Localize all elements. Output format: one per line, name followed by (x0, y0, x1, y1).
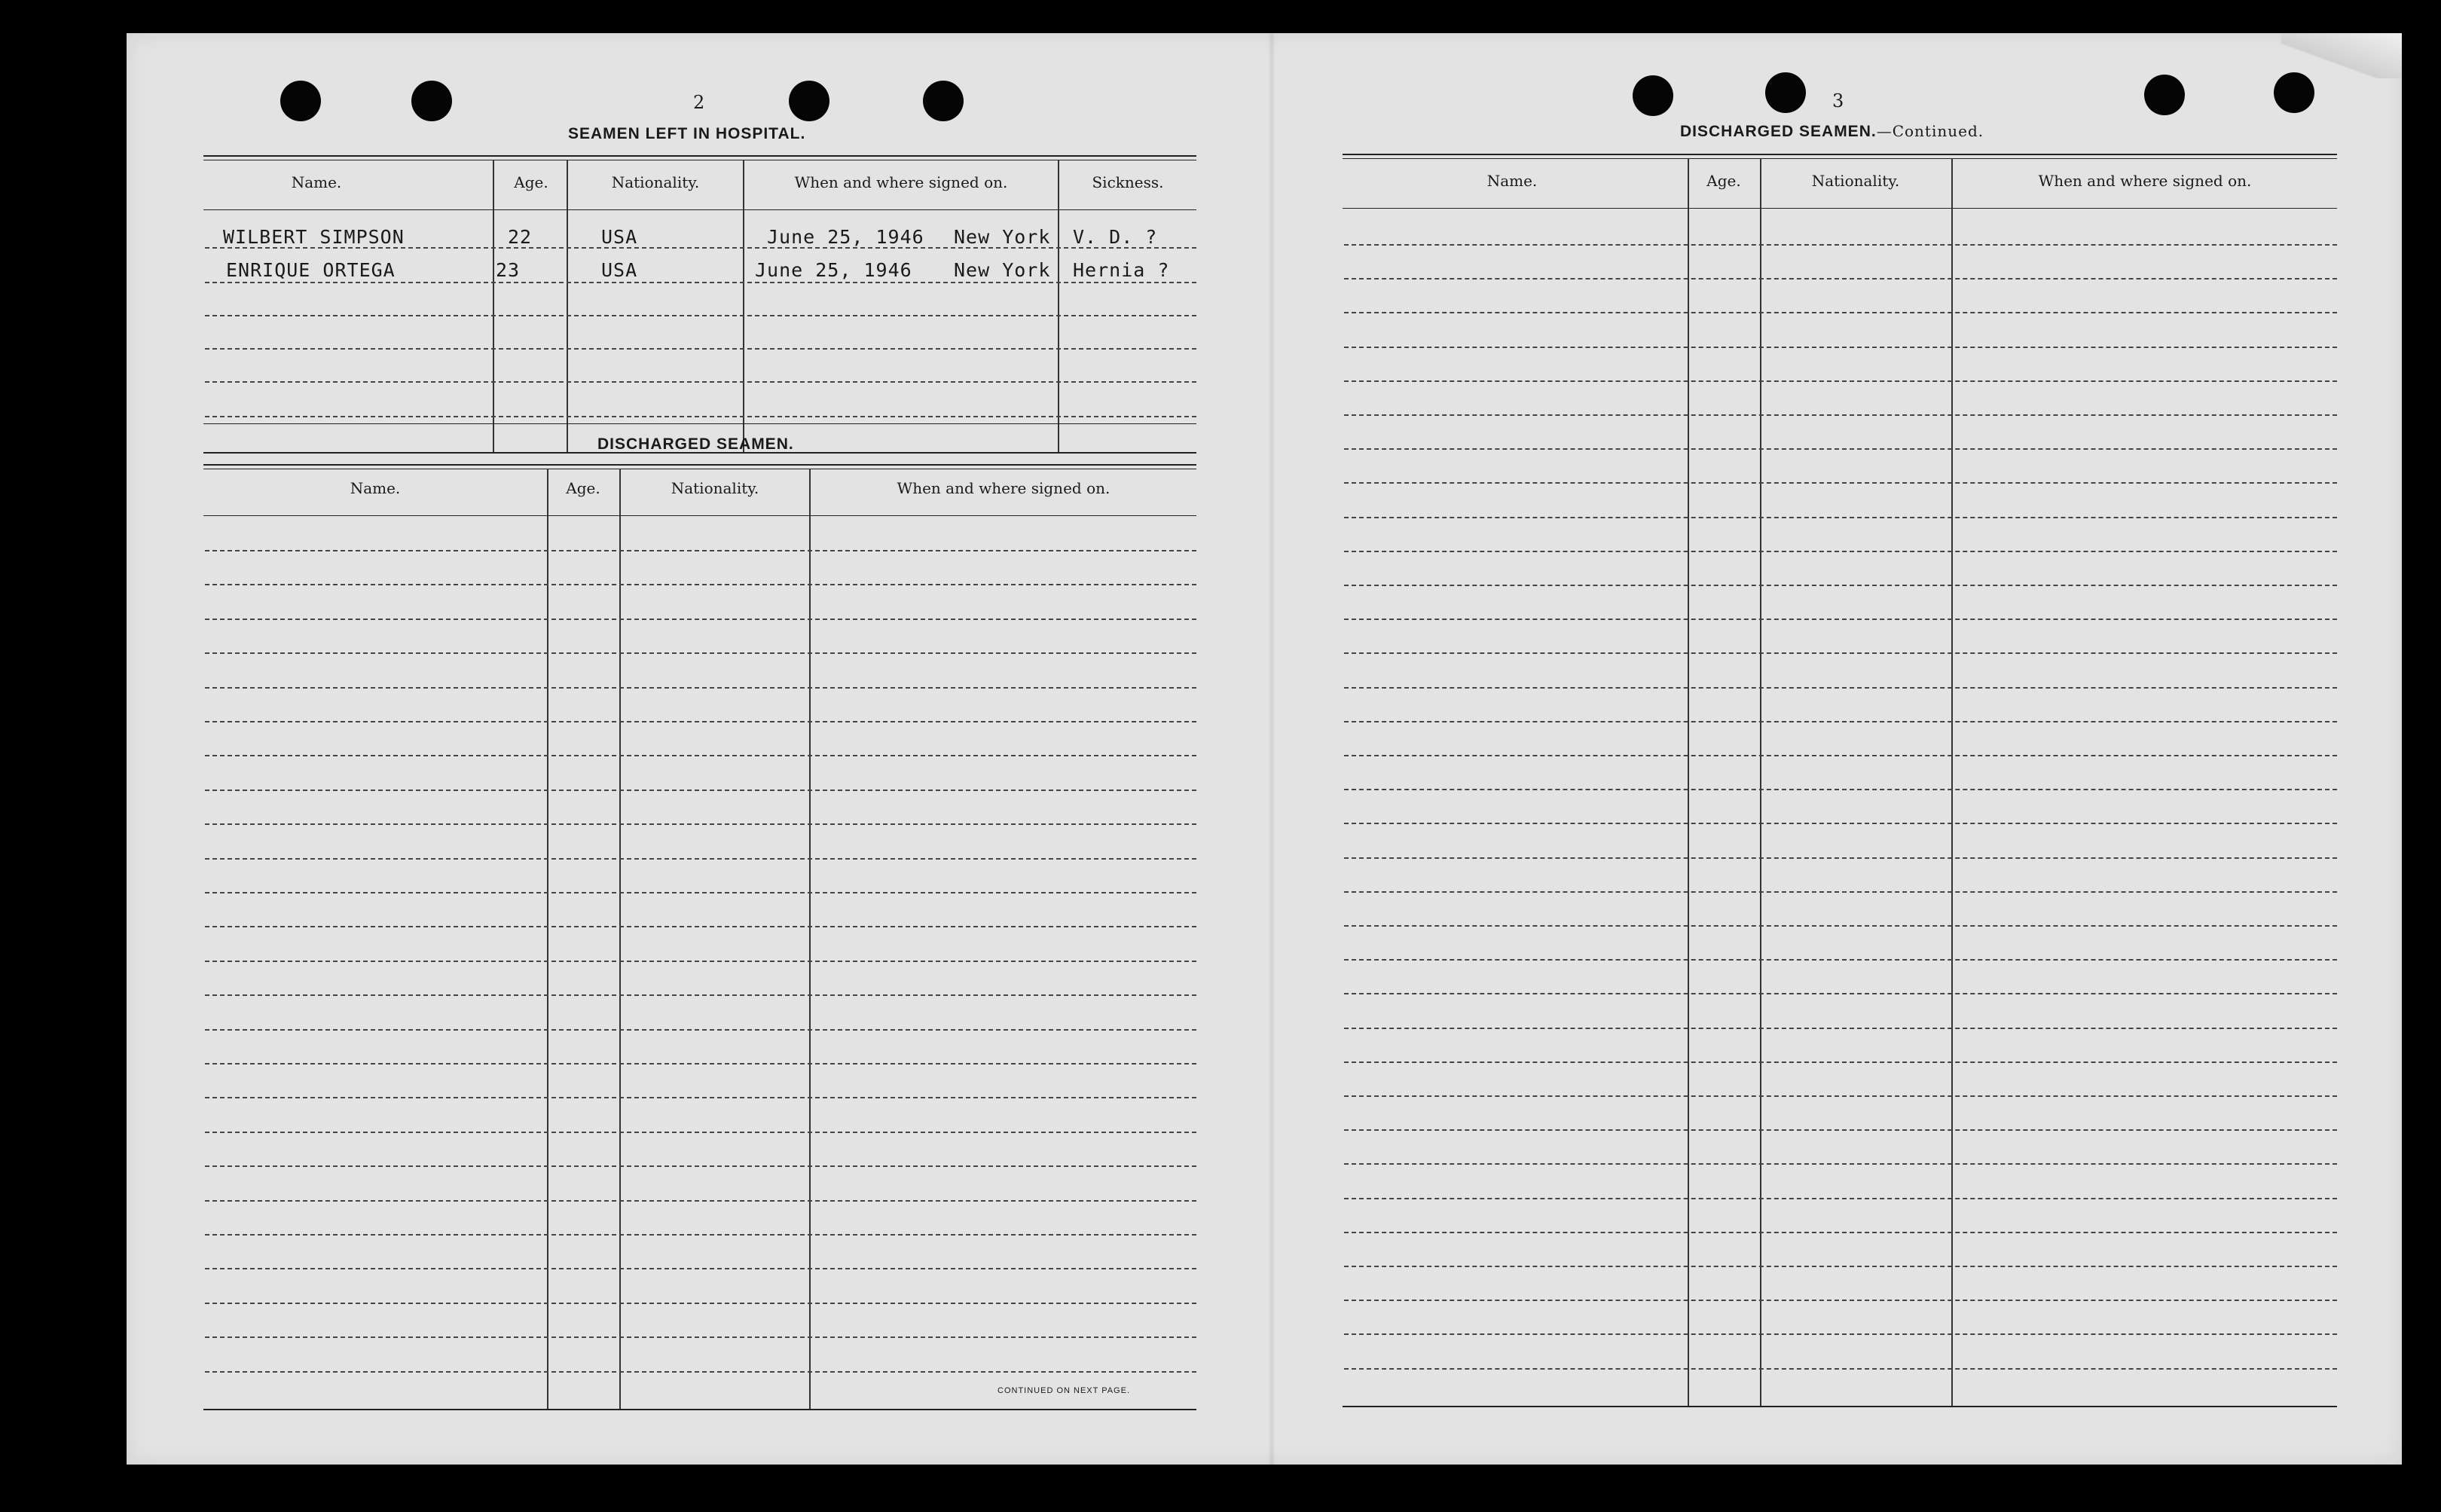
discharged-section-title: DISCHARGED SEAMEN. (597, 435, 794, 453)
punch-hole (280, 81, 321, 121)
dotted-row-line (1344, 278, 2337, 279)
dotted-row-line (205, 892, 1196, 893)
rule (203, 423, 1196, 424)
dotted-row-line (1344, 925, 2337, 927)
dotted-row-line (1344, 687, 2337, 689)
right-header-nationality: Nationality. (1811, 172, 1900, 190)
dotted-row-line (205, 926, 1196, 927)
dotted-row-line (205, 687, 1196, 689)
right-header-age: Age. (1706, 172, 1741, 190)
column-divider (1058, 160, 1059, 452)
dotted-row-line (1344, 857, 2337, 859)
dotted-row-line (1344, 1198, 2337, 1199)
dotted-row-line (1344, 1232, 2337, 1233)
signed-on-date: June 25, 1946 (755, 259, 912, 281)
dotted-row-line (1344, 1028, 2337, 1029)
seaman-name: WILBERT SIMPSON (223, 226, 405, 248)
hospital-header-sickness: Sickness. (1092, 173, 1164, 191)
discharged-continued-title (1680, 122, 1984, 141)
dotted-row-line (205, 1371, 1196, 1373)
seaman-name: ENRIQUE ORTEGA (226, 259, 396, 281)
dotted-row-line (1344, 1333, 2337, 1335)
signed-on-date: June 25, 1946 (767, 226, 924, 248)
dotted-row-line (205, 1200, 1196, 1202)
dotted-row-line (205, 1234, 1196, 1236)
dotted-row-line (1344, 347, 2337, 348)
dotted-row-line (1344, 721, 2337, 722)
dotted-row-line (205, 790, 1196, 791)
dotted-row-line (1344, 1266, 2337, 1267)
dotted-row-line (1344, 517, 2337, 518)
page-number-left: 2 (693, 92, 705, 113)
dotted-row-line (205, 1097, 1196, 1098)
dotted-row-line (205, 1029, 1196, 1031)
column-divider (567, 160, 568, 452)
dotted-row-line (1344, 585, 2337, 586)
discharged-header-signed-on: When and where signed on. (897, 479, 1111, 497)
title-text: DISCHARGED SEAMEN. (1680, 123, 1877, 140)
dotted-row-line (205, 652, 1196, 654)
hospital-section-title: SEAMEN LEFT IN HOSPITAL. (568, 125, 806, 142)
title-suffix: —Continued. (1876, 122, 1984, 140)
dotted-row-line (1344, 789, 2337, 790)
column-divider (1760, 158, 1761, 1406)
rule (203, 1409, 1196, 1410)
rule (1343, 208, 2337, 209)
signed-on-place: New York (954, 226, 1051, 248)
column-divider (743, 160, 744, 452)
continued-note: CONTINUED ON NEXT PAGE. (997, 1386, 1131, 1395)
right-header-name: Name. (1486, 172, 1538, 190)
dotted-row-line (205, 755, 1196, 756)
dotted-row-line (205, 1303, 1196, 1304)
dotted-row-line (205, 858, 1196, 860)
dotted-row-line (1344, 1300, 2337, 1301)
dotted-row-line (1344, 312, 2337, 313)
rule (1343, 154, 2337, 155)
page-fold (1268, 33, 1275, 1465)
rule (203, 155, 1196, 157)
rule (203, 209, 1196, 210)
dotted-row-line (205, 721, 1196, 722)
rule (203, 515, 1196, 516)
punch-hole (2144, 75, 2185, 115)
discharged-header-name: Name. (350, 479, 401, 497)
dotted-row-line (205, 348, 1196, 350)
dotted-row-line (205, 550, 1196, 551)
sickness: Hernia ? (1073, 259, 1170, 281)
punch-hole (789, 81, 829, 121)
column-divider (1951, 158, 1953, 1406)
dotted-row-line (205, 1132, 1196, 1133)
dotted-row-line (205, 282, 1196, 283)
discharged-header-nationality: Nationality. (671, 479, 759, 497)
dotted-row-line (205, 1268, 1196, 1269)
dotted-row-line (1344, 551, 2337, 552)
hospital-header-signed-on: When and where signed on. (794, 173, 1008, 191)
dotted-row-line (1344, 652, 2337, 654)
dotted-row-line (1344, 1061, 2337, 1063)
dotted-row-line (205, 1336, 1196, 1338)
punch-hole (923, 81, 964, 121)
dotted-row-line (1344, 1368, 2337, 1370)
column-divider (493, 160, 494, 452)
rule (203, 464, 1196, 466)
sickness: V. D. ? (1073, 226, 1158, 248)
discharged-header-age: Age. (566, 479, 600, 497)
dotted-row-line (1344, 448, 2337, 450)
dotted-row-line (1344, 244, 2337, 246)
hospital-header-nationality: Nationality. (611, 173, 700, 191)
page-curl (2281, 33, 2402, 78)
dotted-row-line (205, 619, 1196, 620)
dotted-row-line (1344, 414, 2337, 416)
dotted-row-line (1344, 619, 2337, 620)
dotted-row-line (205, 823, 1196, 825)
dotted-row-line (1344, 755, 2337, 756)
dotted-row-line (1344, 380, 2337, 382)
dotted-row-line (1344, 823, 2337, 824)
dotted-row-line (1344, 1163, 2337, 1165)
punch-hole (2274, 72, 2314, 113)
dotted-row-line (205, 381, 1196, 383)
punch-hole (1765, 72, 1806, 113)
column-divider (1688, 158, 1689, 1406)
rule (1343, 158, 2337, 159)
dotted-row-line (1344, 1095, 2337, 1097)
dotted-row-line (1344, 891, 2337, 893)
dotted-row-line (1344, 482, 2337, 484)
rule (1343, 1406, 2337, 1407)
page-number-right: 3 (1832, 90, 1844, 111)
dotted-row-line (1344, 993, 2337, 994)
seaman-age: 23 (496, 259, 521, 281)
document-scan (127, 33, 2402, 1465)
hospital-header-name: Name. (291, 173, 342, 191)
seaman-age: 22 (508, 226, 533, 248)
dotted-row-line (205, 416, 1196, 417)
dotted-row-line (205, 1063, 1196, 1065)
dotted-row-line (205, 994, 1196, 996)
punch-hole (1633, 75, 1673, 116)
dotted-row-line (1344, 1129, 2337, 1131)
dotted-row-line (1344, 959, 2337, 961)
seaman-nationality: USA (601, 259, 638, 281)
dotted-row-line (205, 961, 1196, 962)
hospital-header-age: Age. (514, 173, 548, 191)
signed-on-place: New York (954, 259, 1051, 281)
punch-hole (411, 81, 452, 121)
dotted-row-line (205, 1165, 1196, 1167)
seaman-nationality: USA (601, 226, 638, 248)
dotted-row-line (205, 584, 1196, 585)
right-header-signed-on: When and where signed on. (2038, 172, 2252, 190)
dotted-row-line (205, 315, 1196, 316)
